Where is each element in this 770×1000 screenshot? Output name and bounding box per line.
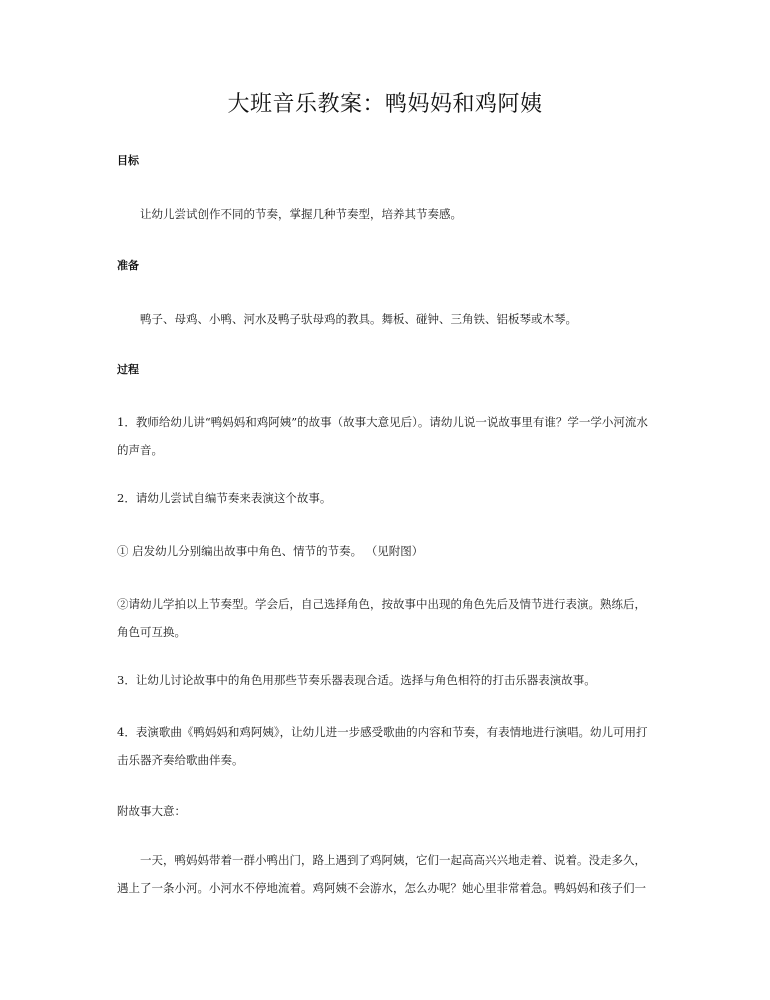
prep-text: 鸭子、母鸡、小鸭、河水及鸭子驮母鸡的教具。舞板、碰钟、三角铁、铝板琴或木琴。 bbox=[140, 312, 577, 326]
step-2: 2．请幼儿尝试自编节奏来表演这个故事。 bbox=[117, 491, 332, 505]
appendix-heading: 附故事大意： bbox=[117, 804, 186, 818]
step-4: 4．表演歌曲《鸭妈妈和鸡阿姨》，让幼儿进一步感受歌曲的内容和节奏，有表情地进行演唱。幼儿可用打击乐器齐奏给歌曲伴奏。 bbox=[117, 725, 648, 767]
step-2-sub-1: ① 启发幼儿分别编出故事中角色、情节的节奏。 （见附图） bbox=[117, 544, 424, 558]
prep-heading: 准备 bbox=[117, 259, 139, 272]
step-3: 3．让幼儿讨论故事中的角色用那些节奏乐器表现合适。选择与角色相符的打击乐器表演故事。 bbox=[117, 673, 596, 687]
goal-text: 让幼儿尝试创作不同的节奏，掌握几种节奏型，培养其节奏感。 bbox=[140, 207, 462, 221]
step-1: 1．教师给幼儿讲“鸭妈妈和鸡阿姨”的故事（故事大意见后）。请幼儿说一说故事里有谁？学一学小河流水的声音。 bbox=[117, 415, 648, 457]
step-2-sub-2: ②请幼儿学拍以上节奏型。学会后，自己选择角色，按故事中出现的角色先后及情节进行表演。熟练后，角色可互换。 bbox=[117, 597, 646, 639]
story-text: 一天，鸭妈妈带着一群小鸭出门，路上遇到了鸡阿姨，它们一起高高兴兴地走着、说着。没走多久，遇上了一条小河。小河水不停地流着。鸡阿姨不会游水，怎么办呢？她心里非常着急。鸭妈妈和孩子们一 bbox=[117, 853, 646, 895]
process-heading: 过程 bbox=[117, 363, 139, 376]
document-title: 大班音乐教案：鸭妈妈和鸡阿姨 bbox=[227, 92, 543, 117]
goal-heading: 目标 bbox=[117, 154, 139, 167]
